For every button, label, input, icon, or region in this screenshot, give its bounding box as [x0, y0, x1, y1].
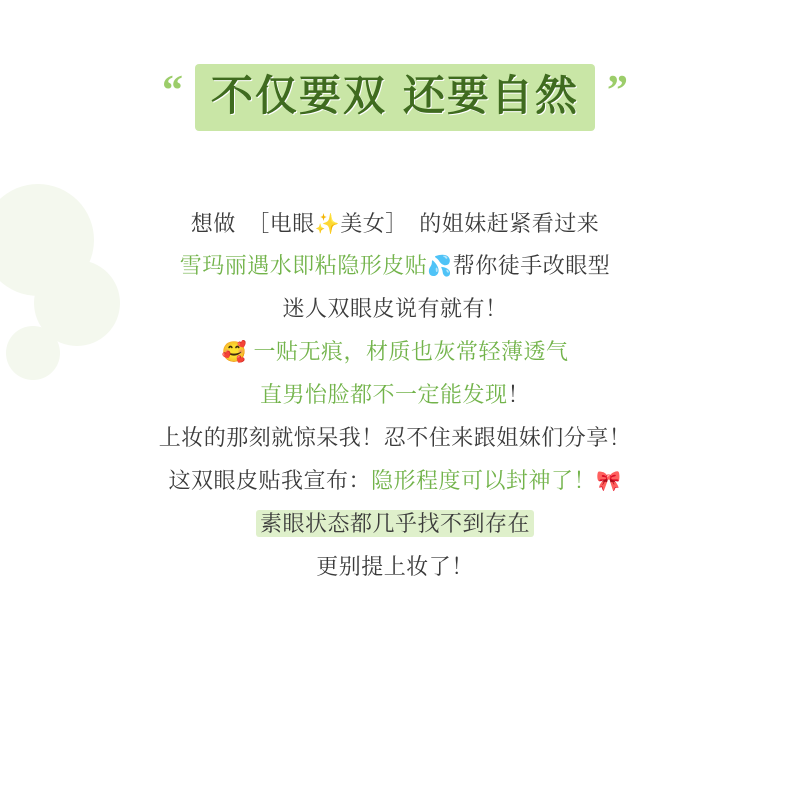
headline-part-1: 不仅要双	[210, 72, 387, 119]
copy-line-1-part-a: 想做 ［电眼	[190, 210, 315, 236]
sweat-droplets-icon: 💦	[427, 256, 453, 279]
copy-line-9: 更别提上妆了！	[316, 553, 474, 579]
copy-line-3: 迷人双眼皮说有就有！	[282, 296, 508, 322]
copy-line-2	[0, 245, 790, 288]
copy-line-4	[0, 331, 790, 374]
copy-line-7	[0, 460, 790, 503]
copy-line-1	[0, 203, 790, 246]
copy-line-7-part-b: 隐形程度可以封神了！	[371, 467, 597, 493]
ribbon-icon: 🎀	[596, 470, 622, 493]
open-quote-mark: “	[161, 68, 183, 115]
smiling-face-with-hearts-icon: 🥰	[221, 341, 247, 364]
copy-line-1-part-b: 美女］ 的姐妹赶紧看过来	[340, 210, 600, 236]
sparkles-icon: ✨	[314, 213, 341, 236]
copy-line-2-part-b: 帮你徒手改眼型	[452, 253, 611, 279]
copy-line-8	[0, 503, 790, 546]
copy-line-8-text: 素眼状态都几乎找不到存在	[256, 510, 534, 537]
copy-line-6: 上妆的那刻就惊呆我！忍不住来跟姐妹们分享！	[158, 424, 632, 450]
copy-line-4-part-a: 一贴无痕，材质也灰常	[253, 339, 479, 365]
poster-page	[0, 64, 790, 806]
copy-line-5-part-a: 直男怡脸都不一定能发现	[259, 382, 508, 408]
copy-line-4-part-b: 轻薄透气	[478, 339, 569, 365]
copy-line-2-part-a: 雪玛丽遇水即粘隐形皮贴	[179, 253, 428, 279]
close-quote-mark: ”	[607, 68, 629, 115]
page-title	[195, 64, 595, 131]
copy-line-5-part-b: ！	[507, 382, 531, 408]
copy-line-5	[0, 374, 790, 417]
body-copy	[0, 203, 790, 589]
headline-part-2: 还要自然	[403, 72, 580, 119]
headline-block	[0, 64, 790, 131]
copy-line-7-part-a: 这双眼皮贴我宣布：	[168, 467, 372, 493]
